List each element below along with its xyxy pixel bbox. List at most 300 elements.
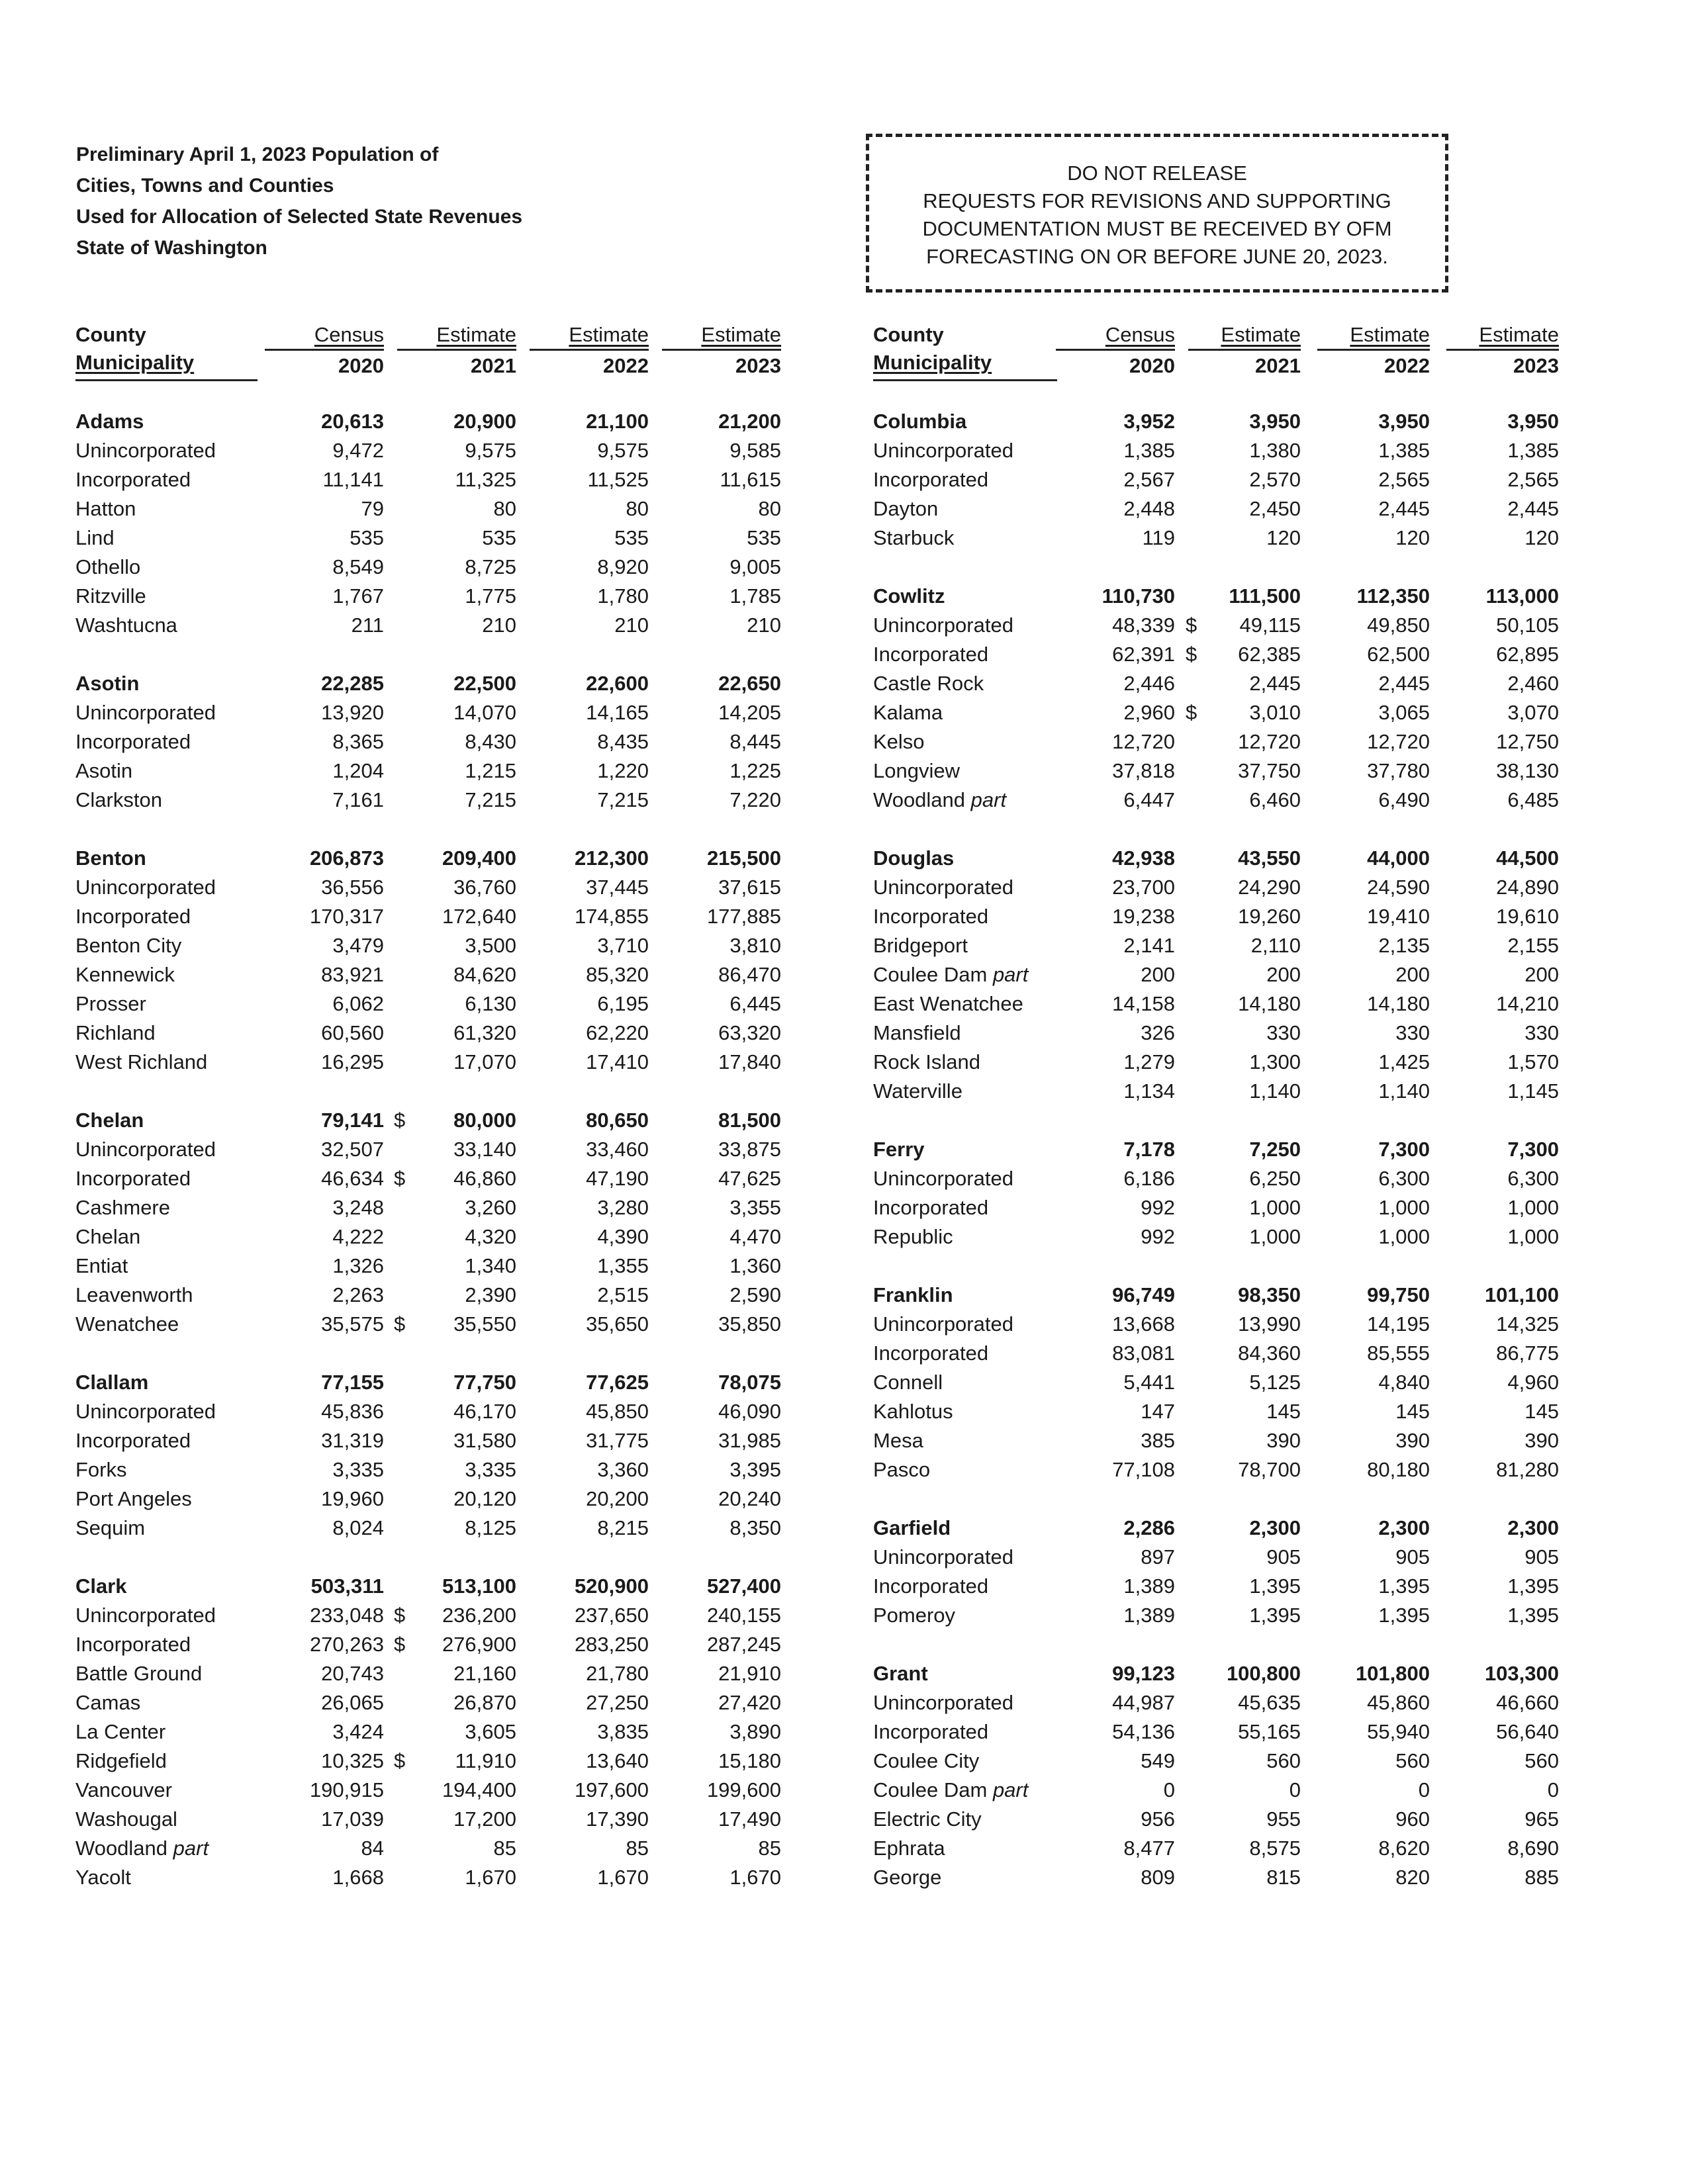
- header-year: 2021: [1188, 349, 1301, 380]
- name-text: Hatton: [75, 497, 136, 520]
- table-row: [66, 582, 801, 611]
- part-suffix: part: [992, 1778, 1029, 1801]
- value-2021: 172,640: [442, 905, 516, 928]
- municipality-name: [873, 1339, 988, 1368]
- value-2023: 2,300: [1507, 1516, 1559, 1539]
- table-row: [66, 611, 801, 640]
- municipality-name: [873, 1310, 1013, 1339]
- value-2021: 3,950: [1249, 410, 1301, 433]
- value-2023: 535: [747, 526, 781, 549]
- value-2022: 17,390: [586, 1807, 649, 1831]
- part-suffix: part: [970, 788, 1007, 811]
- municipality-name: [873, 1834, 945, 1863]
- table-row: [864, 1426, 1582, 1455]
- value-2020: 3,335: [332, 1458, 384, 1481]
- municipality-name: [75, 1135, 216, 1164]
- value-2022: 2,300: [1378, 1516, 1430, 1539]
- municipality-name: [75, 1193, 170, 1222]
- municipality-name: [75, 1019, 156, 1048]
- value-2021: 85: [493, 1837, 516, 1860]
- header-county-label: County: [873, 323, 944, 346]
- name-text: Kennewick: [75, 963, 175, 986]
- table-row: [864, 1222, 1582, 1251]
- value-2021: 6,130: [465, 992, 516, 1015]
- municipality-name: [75, 1251, 128, 1281]
- value-2020: 8,549: [332, 555, 384, 578]
- value-2023: 33,875: [718, 1138, 781, 1161]
- value-2022: 2,445: [1378, 497, 1430, 520]
- value-2022: 21,780: [586, 1662, 649, 1685]
- county-name: [873, 1514, 951, 1543]
- municipality-name: [75, 1805, 177, 1834]
- value-2022: 197,600: [574, 1778, 649, 1801]
- county-group: [66, 407, 801, 640]
- column-header-2020: [1056, 321, 1175, 380]
- value-2022: 8,435: [597, 730, 649, 753]
- value-2023: 19,610: [1496, 905, 1559, 928]
- municipality-name: [75, 1514, 145, 1543]
- value-2021: 535: [482, 526, 516, 549]
- value-2020: 3,952: [1123, 410, 1175, 433]
- column-header-municipality: [873, 321, 992, 377]
- table-row: [864, 786, 1582, 815]
- county-group: [864, 407, 1582, 553]
- value-2020: 992: [1141, 1225, 1175, 1248]
- name-text: Unincorporated: [873, 614, 1013, 637]
- value-2021: 8,430: [465, 730, 516, 753]
- value-2022: 9,575: [597, 439, 649, 462]
- value-2023: 14,210: [1496, 992, 1559, 1015]
- value-2022: 19,410: [1367, 905, 1430, 928]
- value-2020: 11,141: [322, 468, 384, 491]
- table-row: [66, 960, 801, 989]
- header-label: Estimate: [1350, 323, 1430, 346]
- name-text: Asotin: [75, 672, 140, 695]
- value-2023: 1,670: [729, 1866, 781, 1889]
- value-2021: 8,725: [465, 555, 516, 578]
- value-2022: 3,710: [597, 934, 649, 957]
- value-2020: 7,178: [1123, 1138, 1175, 1161]
- value-2022: 7,215: [597, 788, 649, 811]
- table-row: [864, 1747, 1582, 1776]
- value-2022: 99,750: [1367, 1283, 1430, 1306]
- header-label: Estimate: [569, 323, 649, 346]
- county-total-row: [66, 1572, 801, 1601]
- table-body: [864, 407, 1582, 1892]
- municipality-name: [75, 1310, 179, 1339]
- municipality-name: [873, 1776, 1028, 1805]
- value-2020: 1,279: [1123, 1050, 1175, 1073]
- name-text: Grant: [873, 1662, 928, 1685]
- right-population-table: [864, 321, 1582, 1921]
- header-label: Estimate: [1221, 323, 1301, 346]
- table-header: [864, 321, 1582, 382]
- do-not-release-notice: [866, 134, 1448, 293]
- value-2021: 330: [1266, 1021, 1301, 1044]
- name-text: Woodland: [873, 788, 966, 811]
- county-name: [75, 407, 144, 436]
- table-row: [66, 1048, 801, 1077]
- county-total-row: [864, 1514, 1582, 1543]
- municipality-name: [75, 756, 132, 786]
- header-label: Census: [1105, 323, 1175, 346]
- value-2020: 1,385: [1123, 439, 1175, 462]
- value-2021: 236,200: [442, 1604, 516, 1627]
- value-2021: 8,125: [465, 1516, 516, 1539]
- name-text: Incorporated: [873, 1342, 989, 1365]
- municipality-name: [873, 1019, 961, 1048]
- value-2023: 46,090: [718, 1400, 781, 1423]
- value-2021: 2,570: [1249, 468, 1301, 491]
- value-2023: 0: [1547, 1778, 1559, 1801]
- table-row: [864, 902, 1582, 931]
- table-row: [66, 494, 801, 523]
- value-2021: 3,335: [465, 1458, 516, 1481]
- notice-line: REQUESTS FOR REVISIONS AND SUPPORTING: [923, 189, 1391, 212]
- municipality-name: [873, 523, 954, 553]
- value-2022: 1,140: [1378, 1079, 1430, 1103]
- value-2021: 815: [1266, 1866, 1301, 1889]
- table-row: [864, 873, 1582, 902]
- table-row: [66, 1659, 801, 1688]
- value-2022: 200: [1395, 963, 1430, 986]
- table-row: [66, 553, 801, 582]
- value-2023: 200: [1524, 963, 1559, 986]
- county-group: [864, 582, 1582, 815]
- table-row: [66, 1251, 801, 1281]
- table-row: [864, 1572, 1582, 1601]
- municipality-name: [75, 873, 216, 902]
- value-2020: 36,556: [321, 876, 384, 899]
- table-row: [66, 1688, 801, 1717]
- municipality-name: [75, 1659, 202, 1688]
- value-2020: 23,700: [1112, 876, 1175, 899]
- column-header-2022: [1317, 321, 1430, 380]
- column-header-2020: [265, 321, 384, 380]
- table-row: [864, 494, 1582, 523]
- value-2023: 3,810: [729, 934, 781, 957]
- value-2020: 60,560: [321, 1021, 384, 1044]
- value-2021: 31,580: [453, 1429, 516, 1452]
- header-year: 2020: [265, 349, 384, 380]
- value-2020: 46,634: [321, 1167, 384, 1190]
- value-2020: 0: [1163, 1778, 1175, 1801]
- value-2023: 21,910: [718, 1662, 781, 1685]
- value-2021: 390: [1266, 1429, 1301, 1452]
- value-2023: 81,500: [718, 1109, 781, 1132]
- value-2023: 177,885: [706, 905, 781, 928]
- value-2023: 1,570: [1507, 1050, 1559, 1073]
- value-2023: 27,420: [718, 1691, 781, 1714]
- value-2020: 956: [1141, 1807, 1175, 1831]
- value-2023: 101,100: [1484, 1283, 1559, 1306]
- county-group: [66, 844, 801, 1077]
- table-row: [864, 1717, 1582, 1747]
- value-2021: 24,290: [1238, 876, 1301, 899]
- value-2023: 120: [1524, 526, 1559, 549]
- table-row: [66, 1717, 801, 1747]
- value-2021: 1,395: [1249, 1574, 1301, 1598]
- value-2020: 54,136: [1112, 1720, 1175, 1743]
- value-2020: 62,391: [1112, 643, 1175, 666]
- county-group: [864, 1659, 1582, 1892]
- value-2022: 2,565: [1378, 468, 1430, 491]
- municipality-name: [75, 1747, 167, 1776]
- value-2023: 1,000: [1507, 1196, 1559, 1219]
- value-2022: 560: [1395, 1749, 1430, 1772]
- value-2022: 8,215: [597, 1516, 649, 1539]
- municipality-name: [873, 1455, 930, 1484]
- value-2020: 3,479: [332, 934, 384, 957]
- county-total-row: [864, 1659, 1582, 1688]
- value-2022: 80: [626, 497, 649, 520]
- municipality-name: [873, 1426, 923, 1455]
- value-2021: 1,395: [1249, 1604, 1301, 1627]
- value-2020: 211: [351, 614, 384, 637]
- header-rule: [873, 379, 1057, 381]
- value-2021: 17,200: [453, 1807, 516, 1831]
- value-2020: 84: [361, 1837, 384, 1860]
- value-2020: 8,024: [332, 1516, 384, 1539]
- value-2020: 14,158: [1112, 992, 1175, 1015]
- value-2020: 535: [350, 526, 384, 549]
- table-row: [66, 1834, 801, 1863]
- value-2020: 79: [361, 497, 384, 520]
- value-2023: 2,565: [1507, 468, 1559, 491]
- value-2023: 11,615: [720, 468, 781, 491]
- value-2022: 6,300: [1378, 1167, 1430, 1190]
- value-2021: 2,300: [1249, 1516, 1301, 1539]
- value-2020: 8,477: [1123, 1837, 1175, 1860]
- value-2023: 37,615: [718, 876, 781, 899]
- value-2021: 49,115: [1239, 614, 1301, 637]
- table-row: [66, 1484, 801, 1514]
- municipality-name: [75, 931, 181, 960]
- value-2022: 283,250: [574, 1633, 649, 1656]
- value-2021: 12,720: [1238, 730, 1301, 753]
- value-2022: 210: [614, 614, 649, 637]
- table-row: [66, 1310, 801, 1339]
- value-2020: 77,108: [1112, 1458, 1175, 1481]
- name-text: Incorporated: [873, 1574, 989, 1598]
- name-text: Kalama: [873, 701, 943, 724]
- name-text: Battle Ground: [75, 1662, 203, 1685]
- header-label: Census: [314, 323, 384, 346]
- table-body: [66, 407, 801, 1892]
- name-text: Rock Island: [873, 1050, 980, 1073]
- value-2021: 84,360: [1238, 1342, 1301, 1365]
- county-group: [864, 1281, 1582, 1484]
- left-population-table: [66, 321, 801, 1921]
- notice-line: FORECASTING ON OR BEFORE JUNE 20, 2023.: [926, 245, 1388, 268]
- value-2023: 47,625: [718, 1167, 781, 1190]
- value-2020: 2,286: [1123, 1516, 1175, 1539]
- value-2022: 112,350: [1356, 584, 1430, 608]
- name-text: Unincorporated: [873, 1312, 1013, 1336]
- value-2021: 3,500: [465, 934, 516, 957]
- value-2023: 215,500: [706, 846, 781, 870]
- name-text: Starbuck: [873, 526, 955, 549]
- value-2023: 7,220: [729, 788, 781, 811]
- value-2020: 5,441: [1123, 1371, 1175, 1394]
- value-2023: 6,485: [1507, 788, 1559, 811]
- name-text: Unincorporated: [75, 876, 216, 899]
- value-2020: 206,873: [309, 846, 384, 870]
- value-2020: 2,567: [1123, 468, 1175, 491]
- value-2022: 1,780: [597, 584, 649, 608]
- table-row: [864, 1164, 1582, 1193]
- value-2020: 2,263: [332, 1283, 384, 1306]
- value-2023: 81,280: [1496, 1458, 1559, 1481]
- municipality-name: [873, 1077, 962, 1106]
- value-2022: 14,180: [1367, 992, 1430, 1015]
- header-label: Estimate: [701, 323, 781, 346]
- table-row: [864, 1543, 1582, 1572]
- value-2021: 46,860: [453, 1167, 516, 1190]
- value-2023: 31,985: [718, 1429, 781, 1452]
- name-text: Clark: [75, 1574, 127, 1598]
- value-2023: 46,660: [1496, 1691, 1559, 1714]
- value-2022: 1,395: [1378, 1604, 1430, 1627]
- value-2023: 86,470: [718, 963, 781, 986]
- value-2021: 513,100: [442, 1574, 516, 1598]
- name-text: Waterville: [873, 1079, 962, 1103]
- table-row: [66, 756, 801, 786]
- value-2020: 809: [1141, 1866, 1175, 1889]
- value-2023: 3,395: [729, 1458, 781, 1481]
- value-2021: 78,700: [1238, 1458, 1301, 1481]
- header-year: 2020: [1056, 349, 1175, 380]
- value-2022: 237,650: [574, 1604, 649, 1627]
- value-2020: 233,048: [309, 1604, 384, 1627]
- municipality-name: [75, 989, 146, 1019]
- name-text: Pomeroy: [873, 1604, 956, 1627]
- value-2021: 77,750: [453, 1371, 516, 1394]
- value-2020: 1,389: [1123, 1604, 1175, 1627]
- header-county-label: County: [75, 323, 146, 346]
- value-2021: 3,010: [1249, 701, 1301, 724]
- municipality-name: [75, 611, 177, 640]
- name-text: Cashmere: [75, 1196, 170, 1219]
- header-rule: [75, 379, 258, 381]
- table-row: [66, 1455, 801, 1484]
- name-text: West Richland: [75, 1050, 208, 1073]
- value-2021: 2,390: [465, 1283, 516, 1306]
- name-text: Lind: [75, 526, 115, 549]
- county-name: [75, 844, 146, 873]
- value-2021: 19,260: [1238, 905, 1301, 928]
- value-2020: 99,123: [1112, 1662, 1175, 1685]
- value-2021: 26,870: [453, 1691, 516, 1714]
- value-2022: 37,780: [1367, 759, 1430, 782]
- municipality-name: [75, 1834, 209, 1863]
- name-text: Unincorporated: [75, 1604, 216, 1627]
- name-text: Incorporated: [75, 1633, 191, 1656]
- table-row: [66, 1222, 801, 1251]
- table-row: [66, 1135, 801, 1164]
- table-row: [66, 873, 801, 902]
- value-2023: 2,445: [1507, 497, 1559, 520]
- value-2023: 287,245: [706, 1633, 781, 1656]
- title-line: State of Washington: [76, 237, 267, 259]
- value-2021: 22,500: [453, 672, 516, 695]
- municipality-name: [873, 1572, 988, 1601]
- table-row: [66, 1281, 801, 1310]
- column-header-2022: [530, 321, 649, 380]
- value-2022: 62,500: [1367, 643, 1430, 666]
- value-2022: 1,000: [1378, 1196, 1430, 1219]
- municipality-name: [873, 756, 960, 786]
- name-text: Sequim: [75, 1516, 146, 1539]
- column-header-2021: [397, 321, 516, 380]
- value-2020: 326: [1141, 1021, 1175, 1044]
- value-2023: 103,300: [1484, 1662, 1559, 1685]
- value-2020: 17,039: [321, 1807, 384, 1831]
- name-text: Benton City: [75, 934, 182, 957]
- municipality-name: [873, 611, 1013, 640]
- municipality-name: [873, 669, 984, 698]
- revision-mark: $: [394, 1604, 406, 1627]
- value-2020: 10,325: [321, 1749, 384, 1772]
- value-2021: 14,070: [453, 701, 516, 724]
- municipality-name: [873, 1717, 988, 1747]
- document-title: [76, 139, 619, 263]
- value-2022: 960: [1395, 1807, 1430, 1831]
- value-2020: 13,920: [321, 701, 384, 724]
- municipality-name: [873, 727, 925, 756]
- value-2020: 16,295: [321, 1050, 384, 1073]
- value-2020: 20,743: [321, 1662, 384, 1685]
- table-row: [864, 1863, 1582, 1892]
- municipality-name: [873, 931, 968, 960]
- municipality-name: [873, 1805, 982, 1834]
- value-2023: 113,000: [1485, 584, 1559, 608]
- value-2022: 7,300: [1378, 1138, 1430, 1161]
- value-2022: 14,195: [1367, 1312, 1430, 1336]
- name-text: Coulee City: [873, 1749, 980, 1772]
- value-2022: 12,720: [1367, 730, 1430, 753]
- value-2023: 38,130: [1496, 759, 1559, 782]
- value-2020: 19,238: [1112, 905, 1175, 928]
- value-2020: 48,339: [1112, 614, 1175, 637]
- value-2021: 200: [1266, 963, 1301, 986]
- name-text: Incorporated: [75, 730, 191, 753]
- value-2021: 1,380: [1249, 439, 1301, 462]
- name-text: Port Angeles: [75, 1487, 192, 1510]
- value-2023: 1,225: [729, 759, 781, 782]
- value-2020: 20,613: [321, 410, 384, 433]
- value-2020: 31,319: [321, 1429, 384, 1452]
- value-2022: 24,590: [1367, 876, 1430, 899]
- value-2023: 17,840: [718, 1050, 781, 1073]
- county-name: [873, 1281, 953, 1310]
- value-2023: 965: [1524, 1807, 1559, 1831]
- value-2022: 14,165: [586, 701, 649, 724]
- table-row: [66, 902, 801, 931]
- header-year: 2022: [530, 349, 649, 380]
- table-row: [864, 1805, 1582, 1834]
- value-2020: 1,668: [332, 1866, 384, 1889]
- municipality-name: [873, 1222, 953, 1251]
- municipality-name: [75, 1164, 191, 1193]
- name-text: Coulee Dam: [873, 1778, 988, 1801]
- value-2022: 1,220: [597, 759, 649, 782]
- value-2022: 390: [1395, 1429, 1430, 1452]
- county-total-row: [864, 844, 1582, 873]
- value-2022: 3,835: [597, 1720, 649, 1743]
- municipality-name: [75, 1717, 165, 1747]
- municipality-name: [75, 902, 191, 931]
